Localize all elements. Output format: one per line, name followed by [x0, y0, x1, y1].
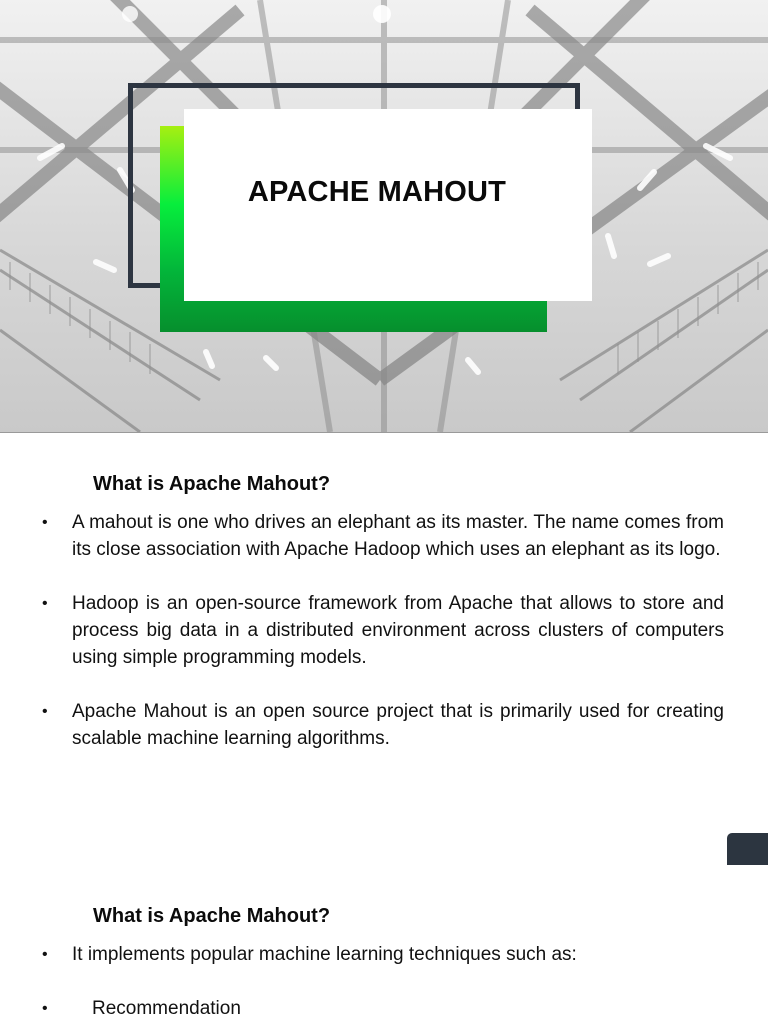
slide-nav-tab[interactable]	[727, 833, 768, 865]
bullet-text: It implements popular machine learning techniques such as:	[72, 944, 577, 965]
content-slide-continued	[0, 865, 768, 1024]
list-item	[36, 509, 724, 563]
slide-heading: What is Apache Mahout?	[93, 905, 331, 927]
title-slide	[0, 0, 768, 433]
bullet-text: Apache Mahout is an open source project that is primarily used for creating scalable machine learning algorithms.	[72, 701, 724, 749]
bullet-text: A mahout is one who drives an elephant as its master. The name comes from its close association with Apache Hadoop which uses an elephant as its logo.	[72, 512, 724, 560]
bullet-icon: •	[42, 946, 48, 963]
list-item	[36, 698, 724, 752]
bullet-icon: •	[42, 703, 48, 720]
list-item	[36, 941, 724, 968]
slide-heading: What is Apache Mahout?	[93, 473, 331, 495]
list-item	[36, 590, 724, 671]
slide-title: APACHE MAHOUT	[247, 176, 507, 208]
bullet-icon: •	[42, 514, 48, 531]
bullet-list	[36, 941, 724, 1022]
content-slide	[0, 433, 768, 865]
list-item	[36, 995, 724, 1022]
bullet-text: Recommendation	[92, 998, 241, 1019]
bullet-text: Hadoop is an open-source framework from Apache that allows to store and process big data in a distributed environment across clusters of computers using simple programming models.	[72, 593, 724, 668]
bullet-list	[36, 509, 724, 752]
bullet-icon: •	[42, 595, 48, 612]
bullet-icon: •	[42, 1000, 48, 1017]
